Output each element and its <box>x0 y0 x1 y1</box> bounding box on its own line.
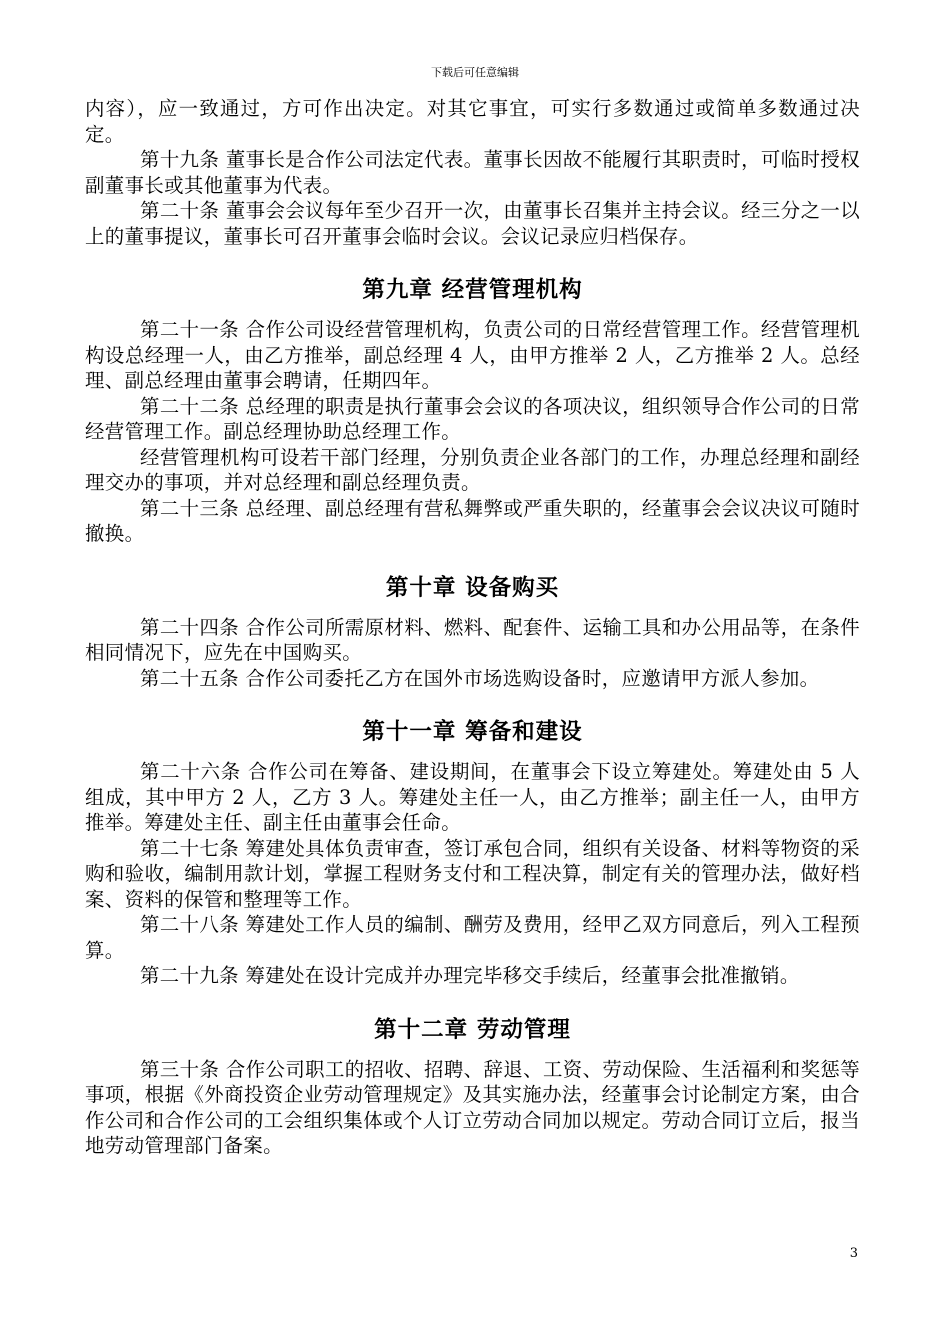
chapter-heading-12: 第十二章 劳动管理 <box>374 1016 571 1043</box>
paragraph-article-26: 第二十六条 合作公司在筹备、建设期间，在董事会下设立筹建处。筹建处由 5 人组成，其中甲方 2 人，乙方 3 人。筹建处主任一人，由乙方推举；副主任一人，由甲方推举。筹建处主任、副主任由董事会任命。 <box>85 760 860 834</box>
page-header: 下载后可任意编辑 <box>431 66 519 79</box>
paragraph-article-19: 第十九条 董事长是合作公司法定代表。董事长因故不能履行其职责时，可临时授权副董事长或其他董事为代表。 <box>85 148 860 197</box>
paragraph-article-24: 第二十四条 合作公司所需原材料、燃料、配套件、运输工具和办公用品等，在条件相同情况下，应先在中国购买。 <box>85 615 860 664</box>
page-number: 3 <box>849 1246 858 1261</box>
document-body <box>85 96 860 1159</box>
paragraph-article-21: 第二十一条 合作公司设经营管理机构，负责公司的日常经营管理工作。经营管理机构设总经理一人，由乙方推举，副总经理 4 人，由甲方推举 2 人，乙方推举 2 人。总经理、副总经理由董事会聘请，任期四年。 <box>85 318 860 392</box>
paragraph-article-29: 第二十九条 筹建处在设计完成并办理完毕移交手续后，经董事会批准撤销。 <box>140 964 800 987</box>
paragraph-article-23: 第二十三条 总经理、副总经理有营私舞弊或严重失职的，经董事会会议决议可随时撤换。 <box>85 496 860 545</box>
paragraph-continuation: 内容），应一致通过，方可作出决定。对其它事宜，可实行多数通过或简单多数通过决定。 <box>85 97 860 146</box>
paragraph-article-25: 第二十五条 合作公司委托乙方在国外市场选购设备时，应邀请甲方派人参加。 <box>140 666 820 690</box>
paragraph-article-28: 第二十八条 筹建处工作人员的编制、酬劳及费用，经甲乙双方同意后，列入工程预算。 <box>85 913 860 962</box>
chapter-heading-9: 第九章 经营管理机构 <box>362 277 583 303</box>
chapter-heading-11: 第十一章 筹备和建设 <box>362 719 583 745</box>
paragraph-department-managers: 经营管理机构可设若干部门经理，分别负责企业各部门的工作，办理总经理和副经理交办的事项，并对总经理和副总经理负责。 <box>85 445 860 494</box>
paragraph-article-20: 第二十条 董事会会议每年至少召开一次，由董事长召集并主持会议。经三分之一以上的董事提议，董事长可召开董事会临时会议。会议记录应归档保存。 <box>85 199 860 248</box>
paragraph-article-22: 第二十二条 总经理的职责是执行董事会会议的各项决议，组织领导合作公司的日常经营管理工作。副总经理协助总经理工作。 <box>85 394 860 443</box>
paragraph-article-30: 第三十条 合作公司职工的招收、招聘、辞退、工资、劳动保险、生活福利和奖惩等事项，根据《外商投资企业劳动管理规定》及其实施办法，经董事会讨论制定方案，由合作公司和合作公司的工会组织集体或个人订立劳动合同加以规定。劳动合同订立后，报当地劳动管理部门备案。 <box>85 1057 860 1157</box>
chapter-heading-10: 第十章 设备购买 <box>385 574 560 601</box>
paragraph-article-27: 第二十七条 筹建处具体负责审查，签订承包合同，组织有关设备、材料等物资的采购和验收，编制用款计划，掌握工程财务支付和工程决算，制定有关的管理办法，做好档案、资料的保管和整理等工作。 <box>85 836 860 911</box>
